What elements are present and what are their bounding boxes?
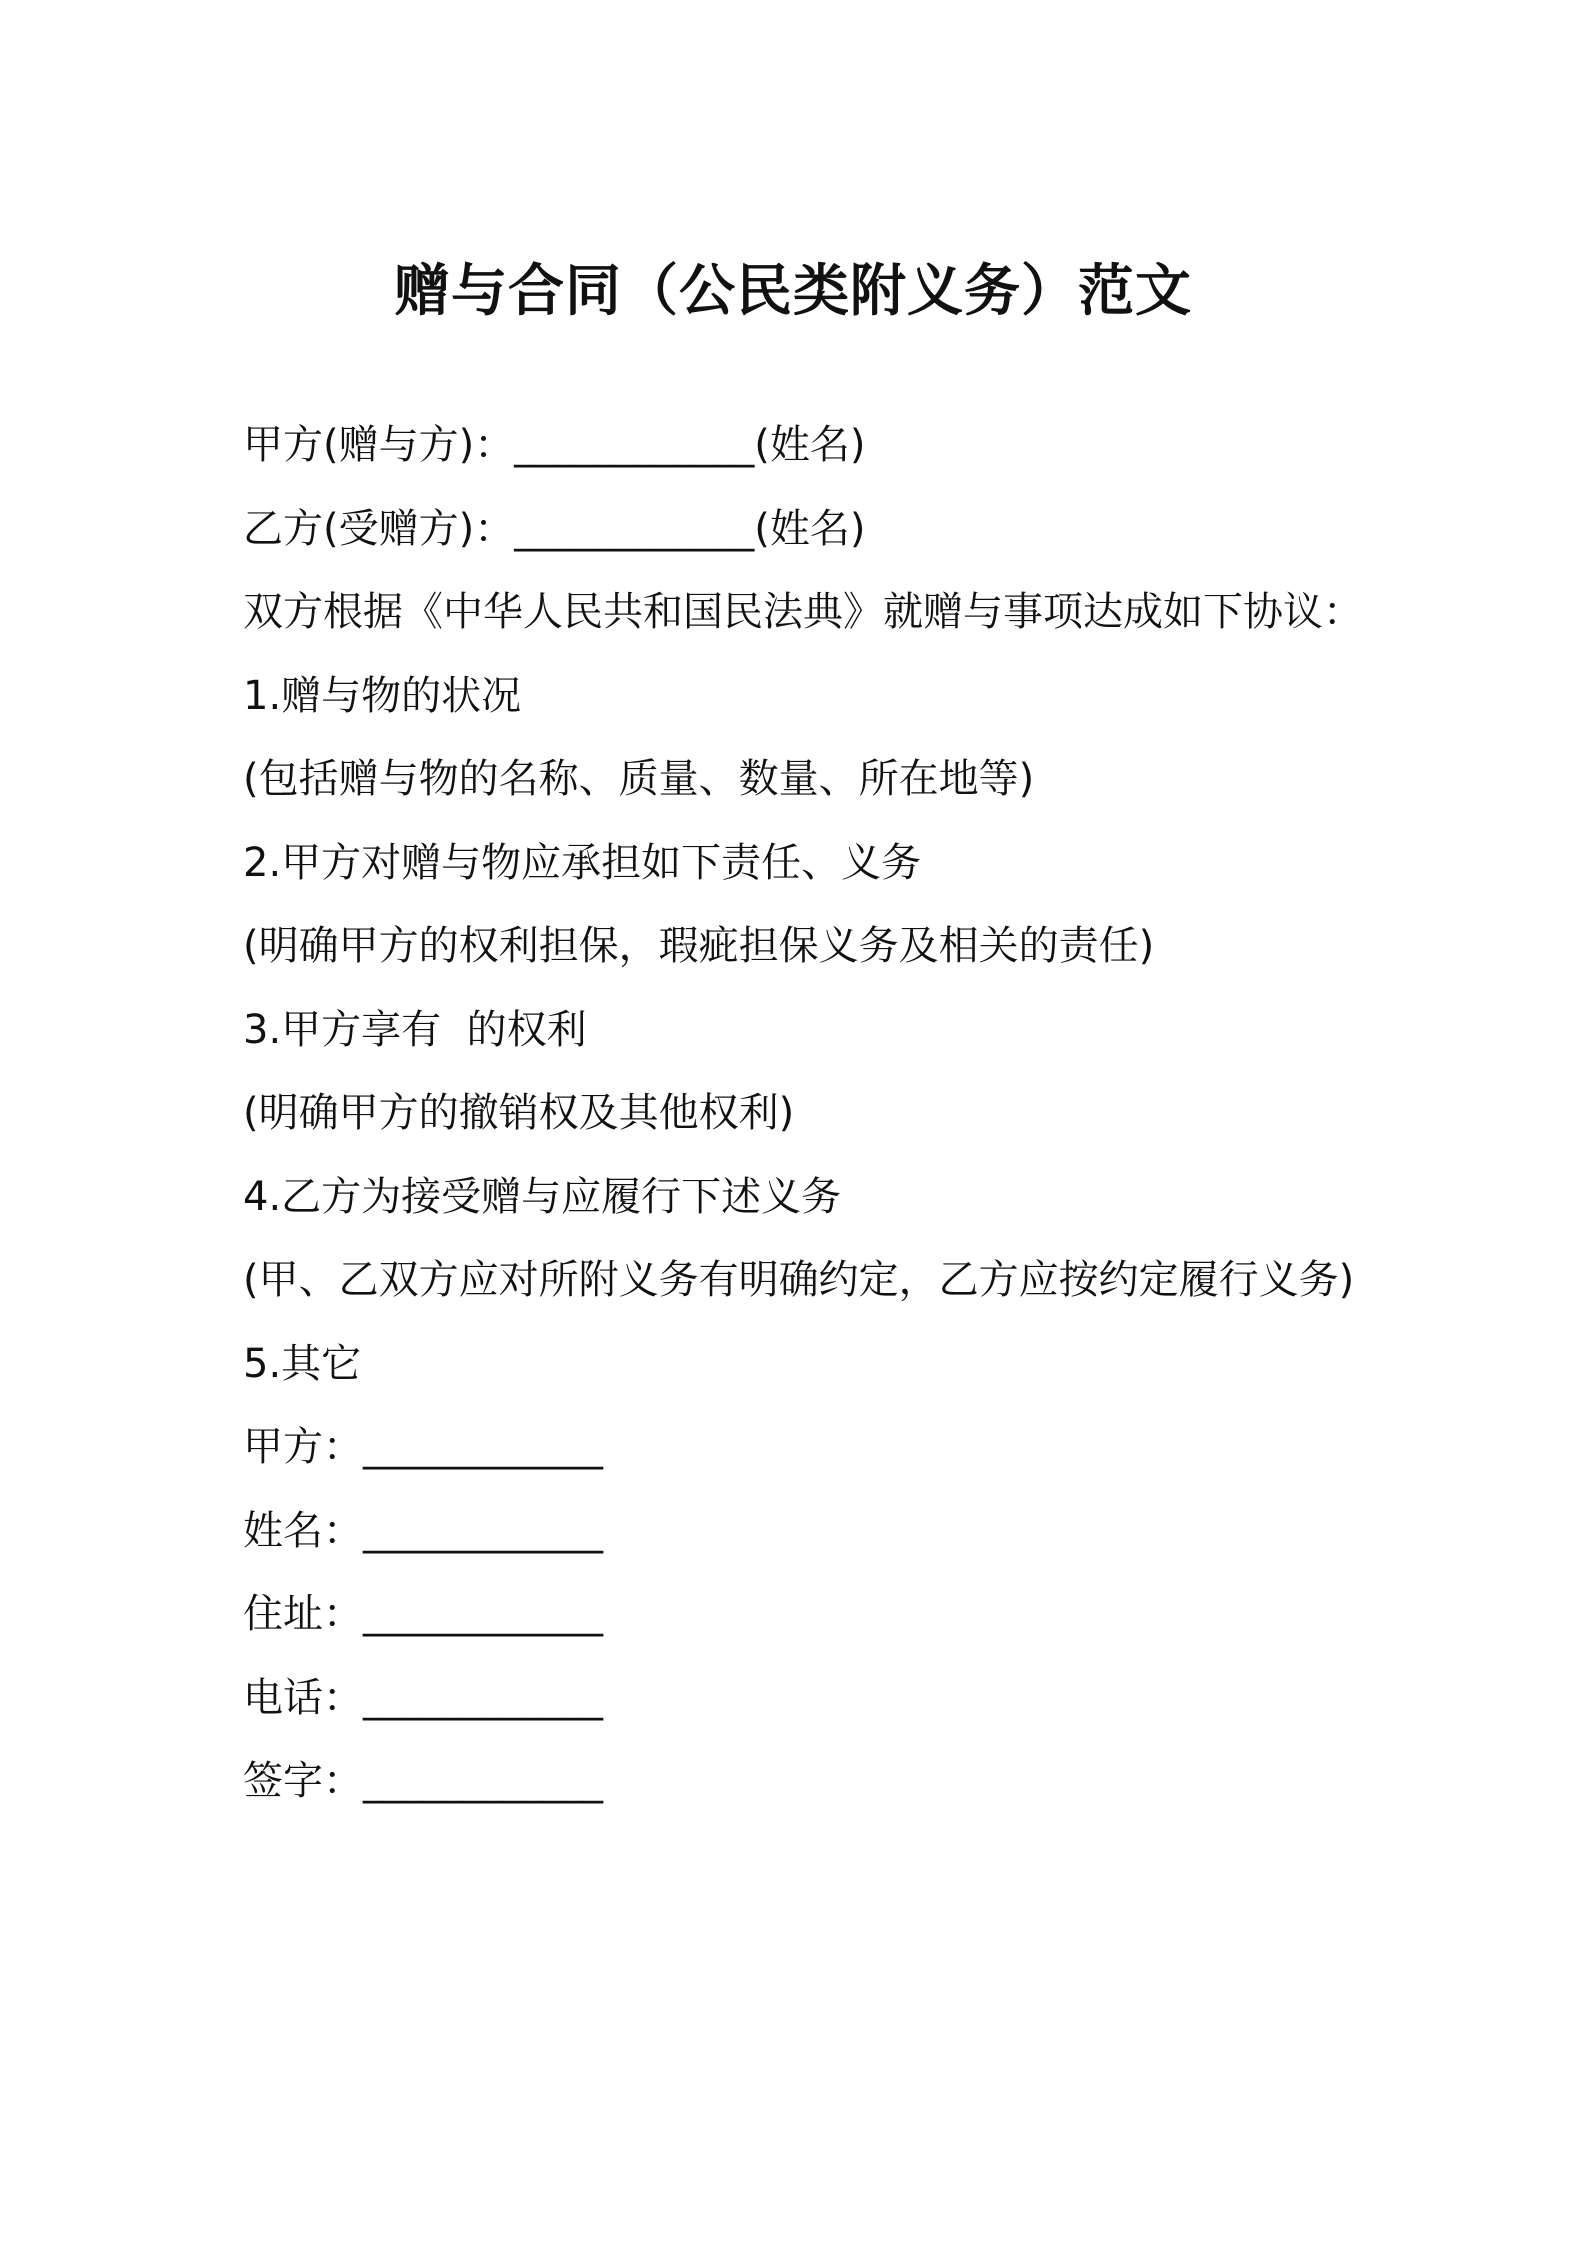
signature-label: 签字： [243,1758,363,1804]
clause-2-note: (明确甲方的权利担保，瑕疵担保义务及相关的责任) [243,923,1155,969]
signature-blank: ____________ [363,1424,603,1470]
document-body [243,404,1363,1824]
clause-2-heading: 2.甲方对赠与物应承担如下责任、义务 [243,839,922,886]
document-title: 赠与合同（公民类附义务）范文 [394,259,1192,324]
signature-label: 住址： [243,1591,363,1637]
signature-field-party-a [243,1406,1363,1490]
signature-field-name [243,1490,1363,1574]
clause-3-heading: 3.甲方享有 的权利 [243,1006,587,1053]
signature-field-address [243,1573,1363,1657]
signature-label: 甲方： [243,1424,363,1470]
party-b-line: 乙方(受赠方)：____________(姓名) [243,505,866,552]
clause-4-heading: 4.乙方为接受赠与应履行下述义务 [243,1173,842,1220]
signature-field-phone [243,1657,1363,1741]
clause-5-heading: 5.其它 [243,1340,362,1387]
signature-blank: ____________ [363,1507,603,1554]
clause-4-note: (甲、乙双方应对所附义务有明确约定，乙方应按约定履行义务) [243,1257,1355,1303]
signature-blank: ____________ [363,1591,603,1637]
signature-blank: ____________ [363,1674,603,1721]
clause-1-note: (包括赠与物的名称、质量、数量、所在地等) [243,756,1035,802]
signature-label: 电话： [243,1674,363,1721]
clause-1-heading: 1.赠与物的状况 [243,672,522,719]
signature-blank: ____________ [363,1758,603,1804]
signature-field-signature [243,1740,1363,1824]
preamble: 双方根据《中华人民共和国民法典》就赠与事项达成如下协议： [243,589,1363,635]
signature-label: 姓名： [243,1507,363,1554]
party-a-line: 甲方(赠与方)：____________(姓名) [243,422,866,468]
clause-3-note: (明确甲方的撤销权及其他权利) [243,1090,795,1136]
